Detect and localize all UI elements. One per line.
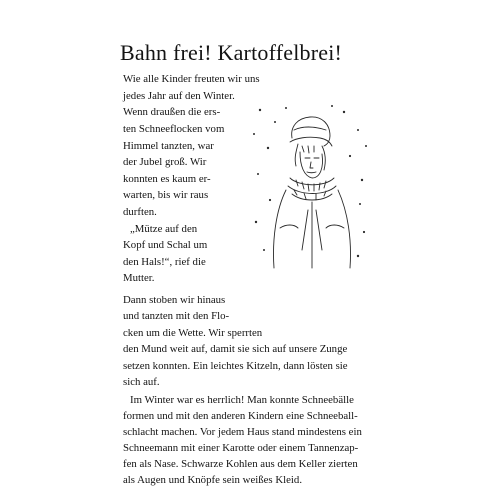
text-line: fen als Nase. Schwarze Kohlen aus dem Keller zierten xyxy=(123,458,358,470)
chapter-title: Bahn frei! Kartoffelbrei! xyxy=(120,40,343,65)
text-line: den Hals!“, rief die xyxy=(123,256,206,268)
text-line: als Augen und Knöpfe sein weißes Kleid. xyxy=(123,474,303,486)
text-line: konnten es kaum er- xyxy=(123,173,211,185)
text-line: cken um die Wette. Wir sperrten xyxy=(123,327,263,339)
child-in-snow-illustration xyxy=(250,100,370,275)
text-line: Im Winter war es herrlich! Man konnte Schneebälle xyxy=(130,394,354,406)
text-line: setzen konnten. Ein leichtes Kitzeln, dann lösten sie xyxy=(123,360,348,372)
text-line: Mutter. xyxy=(123,272,155,284)
text-line: und tanzten mit den Flo- xyxy=(123,310,230,322)
text-line: schlacht machen. Vor jedem Haus stand mindestens ein xyxy=(123,426,362,438)
text-line: Wie alle Kinder freuten wir uns xyxy=(123,73,260,85)
text-line: jedes Jahr auf den Winter. xyxy=(123,90,235,102)
text-line: Schneemann mit einer Karotte oder einem Tannenzap- xyxy=(123,442,359,454)
text-line: den Mund weit auf, damit sie sich auf unsere Zunge xyxy=(123,343,348,355)
text-line: Wenn draußen die ers- xyxy=(123,106,221,118)
text-line: formen und mit den anderen Kindern eine Schneeball- xyxy=(123,410,358,422)
text-line: Himmel tanzten, war xyxy=(123,140,214,152)
text-line: Dann stoben wir hinaus xyxy=(123,294,226,306)
text-line: ten Schneeflocken vom xyxy=(123,123,225,135)
text-line: warten, bis wir raus xyxy=(123,189,209,201)
text-line: durften. xyxy=(123,206,157,218)
text-line: Kopf und Schal um xyxy=(123,239,208,251)
text-line: „Mütze auf den xyxy=(130,223,198,235)
text-line: sich auf. xyxy=(123,376,160,388)
text-line: der Jubel groß. Wir xyxy=(123,156,207,168)
